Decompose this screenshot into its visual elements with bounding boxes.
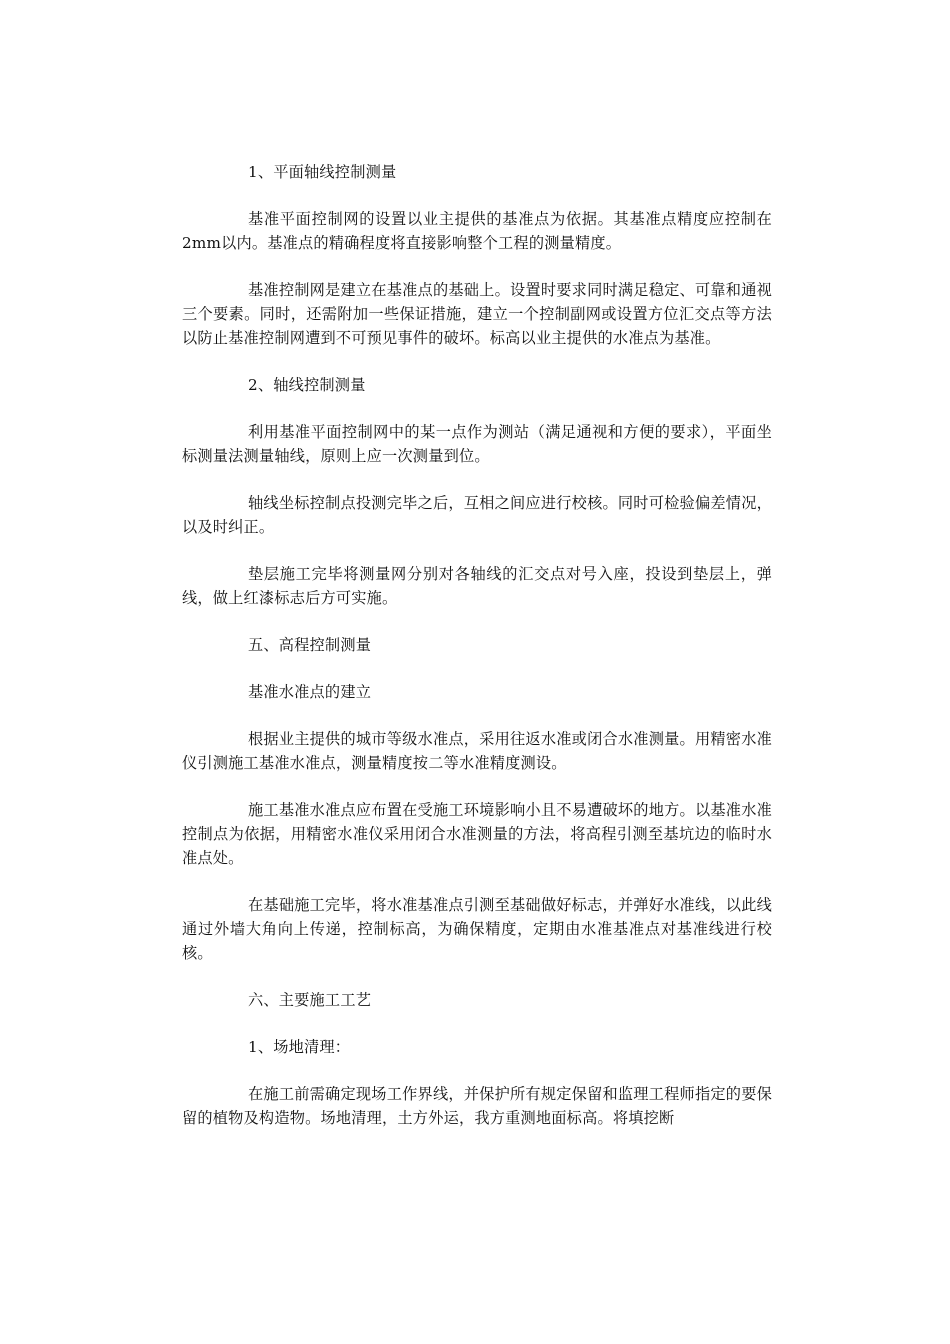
paragraph-foundation-leveling: 在基础施工完毕，将水准基准点引测至基础做好标志，并弹好水准线，以此线通过外墙大角向上传递，控制标高，为确保精度，定期由水准基准点对基准线进行校核。	[182, 896, 772, 962]
paragraph-benchmark-network-basis: 基准控制网是建立在基准点的基础上。设置时要求同时满足稳定、可靠和通视三个要素。同时，还需附加一些保证措施，建立一个控制副网或设置方位汇交点等方法以防止基准控制网遭到不可预见事件的破坏。标高以业主提供的水准点为基准。	[182, 281, 772, 347]
paragraph-cushion-layer-marking: 垫层施工完毕将测量网分别对各轴线的汇交点对号入座，投设到垫层上，弹线，做上红漆标志后方可实施。	[182, 565, 772, 607]
paragraph-leveling-method: 根据业主提供的城市等级水准点，采用往返水准或闭合水准测量。用精密水准仪引测施工基准水准点，测量精度按二等水准精度测设。	[182, 730, 772, 772]
section-heading-plane-axis-control: 1、平面轴线控制测量	[248, 163, 397, 181]
paragraph-axis-checking: 轴线坐标控制点投测完毕之后，互相之间应进行校核。同时可检验偏差情况，以及时纠正。	[182, 494, 772, 536]
document-body	[182, 160, 772, 1153]
paragraph-benchmark-network-setup: 基准平面控制网的设置以业主提供的基准点为依据。其基准点精度应控制在2mm以内。基准点的精确程度将直接影响整个工程的测量精度。	[182, 210, 772, 252]
subheading-site-clearing: 1、场地清理：	[248, 1038, 351, 1056]
section-heading-axis-control: 2、轴线控制测量	[248, 376, 366, 394]
paragraph-benchmark-placement: 施工基准水准点应布置在受施工环境影响小且不易遭破坏的地方。以基准水准控制点为依据，用精密水准仪采用闭合水准测量的方法，将高程引测至基坑边的临时水准点处。	[182, 801, 772, 867]
paragraph-site-clearing-details: 在施工前需确定现场工作界线，并保护所有规定保留和监理工程师指定的要保留的植物及构造物。场地清理，土方外运，我方重测地面标高。将填挖断	[182, 1085, 772, 1127]
subheading-benchmark-establishment: 基准水准点的建立	[248, 683, 372, 701]
section-heading-main-construction-process: 六、主要施工工艺	[248, 991, 372, 1009]
section-heading-elevation-control: 五、高程控制测量	[248, 636, 372, 654]
paragraph-station-method: 利用基准平面控制网中的某一点作为测站（满足通视和方便的要求），平面坐标测量法测量轴线，原则上应一次测量到位。	[182, 423, 772, 465]
